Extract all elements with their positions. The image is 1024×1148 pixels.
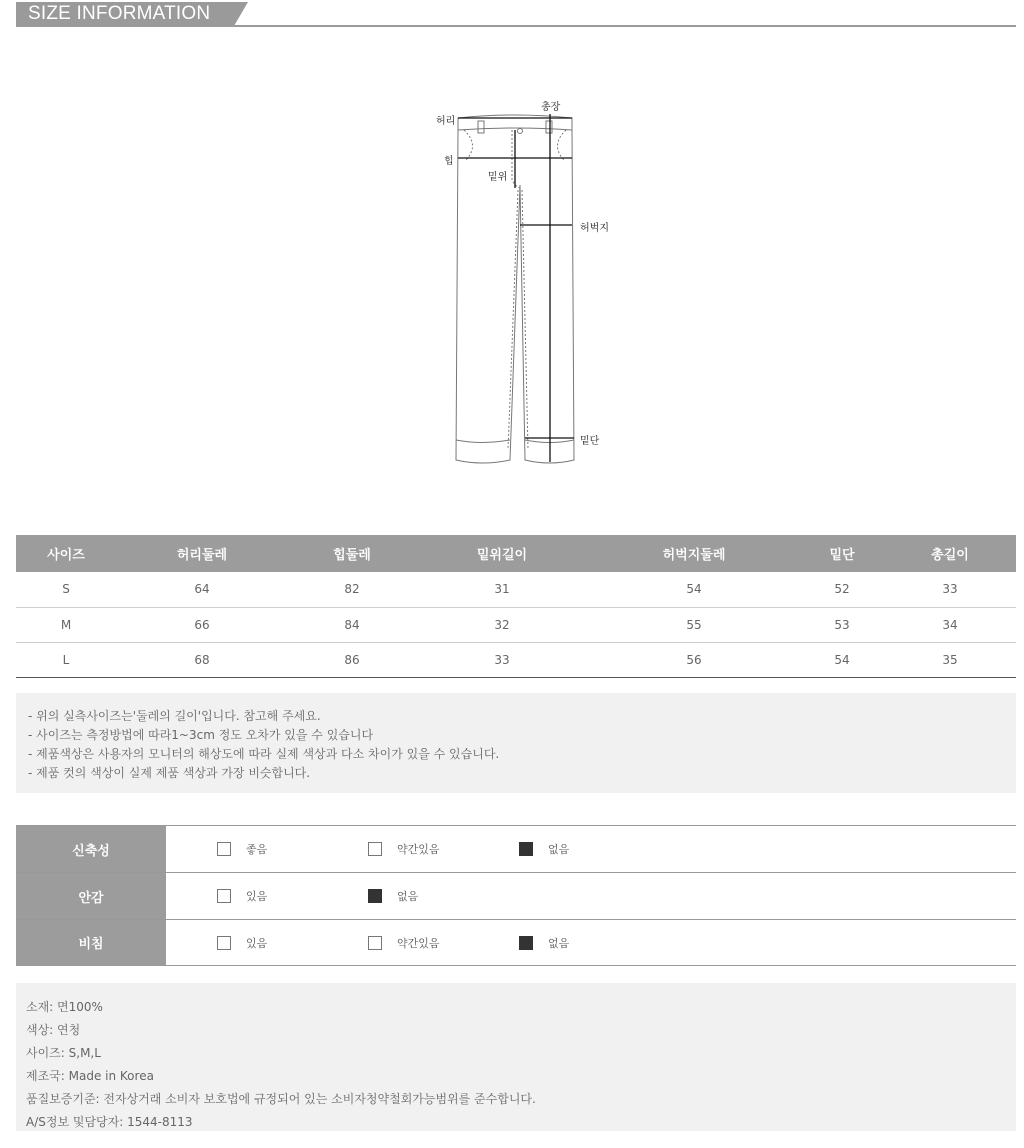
note-line: - 위의 실측사이즈는'둘레의 길이'입니다. 참고해 주세요. — [28, 709, 321, 723]
cell-rise: 32 — [416, 607, 588, 642]
feature-row-lining — [16, 872, 1016, 919]
product-info — [16, 983, 1016, 1131]
checkbox-unchecked — [368, 842, 382, 856]
cell-hem: 54 — [800, 642, 884, 677]
info-sizes: 사이즈: S,M,L — [26, 1046, 101, 1060]
size-table-header-row — [16, 535, 1016, 572]
feature-label-stretch: 신축성 — [16, 826, 166, 872]
checkbox-unchecked — [217, 936, 231, 950]
cell-hem: 52 — [800, 572, 884, 607]
cell-rise: 33 — [416, 642, 588, 677]
info-color: 색상: 연청 — [26, 1023, 81, 1037]
cell-total-length: 35 — [884, 642, 1016, 677]
feature-row-sheerness — [16, 919, 1016, 966]
feature-option — [519, 936, 569, 950]
cell-waist: 68 — [116, 642, 288, 677]
diagram-label-total-length: 총장 — [541, 102, 561, 113]
col-header-thigh: 허벅지둘레 — [588, 535, 800, 572]
fabric-feature-table — [16, 825, 1016, 966]
option-label: 없음 — [548, 843, 570, 856]
cell-thigh: 54 — [588, 572, 800, 607]
feature-row-stretch — [16, 825, 1016, 872]
cell-total-length: 34 — [884, 607, 1016, 642]
section-title: SIZE INFORMATION — [16, 2, 234, 26]
cell-size: L — [16, 642, 116, 677]
cell-size: S — [16, 572, 116, 607]
note-line: - 사이즈는 측정방법에 따라1~3cm 정도 오차가 있을 수 있습니다 — [28, 728, 374, 742]
table-row — [16, 607, 1016, 642]
checkbox-unchecked — [217, 889, 231, 903]
feature-option — [217, 842, 267, 856]
diagram-label-hip: 힙 — [444, 156, 454, 167]
col-header-size: 사이즈 — [16, 535, 116, 572]
feature-option — [217, 936, 267, 950]
note-line: - 제품 컷의 색상이 실제 제품 색상과 가장 비슷합니다. — [28, 766, 311, 780]
cell-hip: 84 — [288, 607, 416, 642]
table-row — [16, 642, 1016, 677]
feature-option — [368, 889, 418, 903]
feature-option — [519, 842, 569, 856]
checkbox-unchecked — [368, 936, 382, 950]
section-title-tab-edge — [234, 2, 248, 26]
option-label: 있음 — [246, 937, 268, 950]
checkbox-checked — [519, 842, 533, 856]
size-notes — [16, 693, 1016, 793]
cell-waist: 64 — [116, 572, 288, 607]
checkbox-checked — [519, 936, 533, 950]
cell-hem: 53 — [800, 607, 884, 642]
section-header — [16, 2, 1016, 26]
option-label: 약간있음 — [397, 937, 440, 950]
col-header-waist: 허리둘레 — [116, 535, 288, 572]
info-quality-guarantee: 품질보증기준: 전자상거래 소비자 보호법에 규정되어 있는 소비자청약철회가능범위를 준수합니다. — [26, 1092, 536, 1106]
info-as-contact: A/S정보 및담당자: 1544-8113 — [26, 1115, 193, 1129]
checkbox-unchecked — [217, 842, 231, 856]
option-label: 없음 — [548, 937, 570, 950]
feature-option — [368, 842, 440, 856]
info-material: 소재: 면100% — [26, 1000, 103, 1014]
option-label: 좋음 — [246, 843, 268, 856]
diagram-label-thigh: 허벅지 — [580, 223, 609, 234]
cell-hip: 86 — [288, 642, 416, 677]
table-row — [16, 572, 1016, 607]
section-divider — [16, 25, 1016, 27]
diagram-label-hem: 밑단 — [580, 436, 600, 447]
diagram-label-waist: 허리 — [436, 116, 456, 127]
cell-waist: 66 — [116, 607, 288, 642]
option-label: 약간있음 — [397, 843, 440, 856]
option-label: 있음 — [246, 890, 268, 903]
note-line: - 제품색상은 사용자의 모니터의 해상도에 따라 실제 색상과 다소 차이가 있을 수 있습니다. — [28, 747, 500, 761]
info-origin: 제조국: Made in Korea — [26, 1069, 154, 1083]
cell-size: M — [16, 607, 116, 642]
option-label: 없음 — [397, 890, 419, 903]
size-table — [16, 535, 1016, 678]
feature-option — [368, 936, 440, 950]
pants-illustration — [420, 90, 620, 470]
col-header-hem: 밑단 — [800, 535, 884, 572]
feature-label-lining: 안감 — [16, 873, 166, 919]
col-header-total-length: 총길이 — [884, 535, 1016, 572]
col-header-rise: 밑위길이 — [416, 535, 588, 572]
cell-thigh: 56 — [588, 642, 800, 677]
diagram-label-rise: 밑위 — [488, 172, 508, 183]
cell-rise: 31 — [416, 572, 588, 607]
col-header-hip: 힙둘레 — [288, 535, 416, 572]
feature-option — [217, 889, 267, 903]
checkbox-checked — [368, 889, 382, 903]
feature-label-sheerness: 비침 — [16, 920, 166, 965]
cell-total-length: 33 — [884, 572, 1016, 607]
pants-size-diagram — [420, 90, 620, 470]
cell-hip: 82 — [288, 572, 416, 607]
cell-thigh: 55 — [588, 607, 800, 642]
